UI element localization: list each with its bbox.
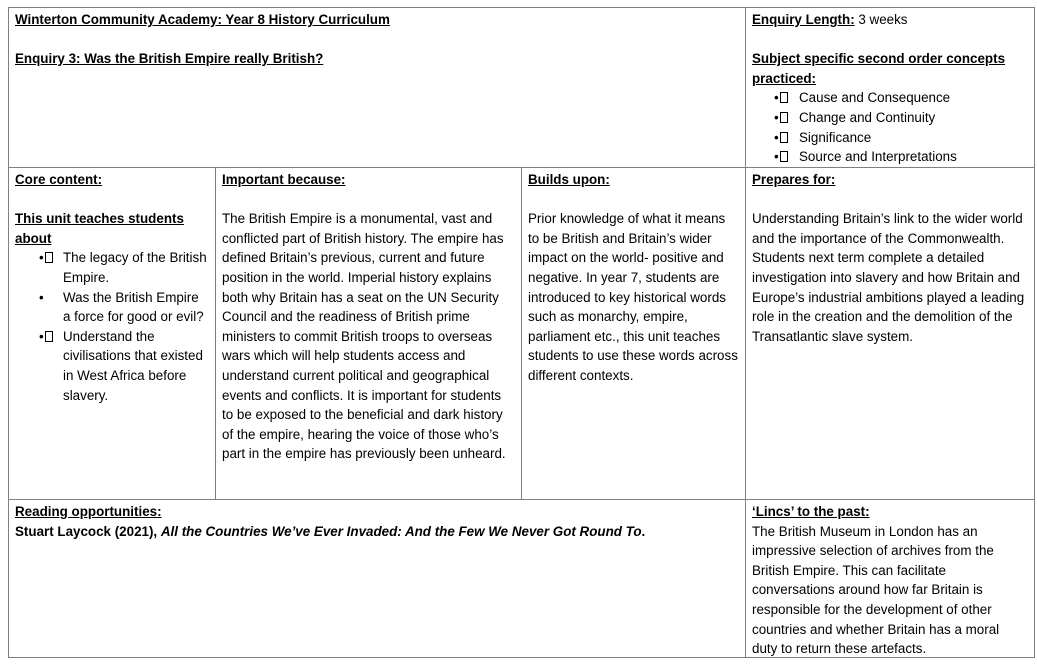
bullet-icon: • — [39, 289, 44, 305]
prepares-cell — [746, 168, 1034, 499]
core-content-subheading: This unit teaches students about — [15, 211, 184, 246]
enquiry-length-label: Enquiry Length: — [752, 12, 855, 27]
list-item: • Was the British Empire a force for good or evil? — [39, 289, 204, 325]
bullet-icon: • — [774, 108, 788, 128]
important-cell — [216, 168, 521, 499]
header-cell — [9, 8, 745, 167]
concepts-heading: Subject specific second order concepts practiced: — [752, 51, 1006, 86]
reading-citation: Stuart Laycock (2021), All the Countries We’ve Ever Invaded: And the Few We Never Got Round To. — [15, 523, 646, 539]
lincs-heading: ‘Lincs’ to the past: — [752, 504, 870, 519]
lincs-text: The British Museum in London has an impressive selection of archives from the British Empire. This can facilitate conversations around how far Britain is responsible for the development of other countries and whether Britain has a moral duty to return these artefacts. — [752, 523, 1000, 657]
border-right — [1034, 7, 1035, 658]
prepares-heading: Prepares for: — [752, 172, 836, 187]
list-item: • The legacy of the British Empire. — [39, 250, 207, 285]
lincs-cell — [746, 500, 1034, 657]
reading-book-title: All the Countries We’ve Ever Invaded: And the Few We Never Got Round To — [160, 523, 642, 539]
reading-author: Stuart Laycock (2021), — [15, 523, 161, 539]
builds-cell — [522, 168, 745, 499]
list-item: • Change and Continuity — [752, 108, 1028, 128]
core-content-cell — [9, 168, 215, 499]
enquiry-info-cell — [746, 8, 1034, 167]
builds-text: Prior knowledge of what it means to be British and Britain’s wider impact on the world- positive and negative. In year 7, students are introduced to key historical words such as monarchy, empire, parliament etc., this unit teaches students to use these words across different contexts. — [528, 211, 738, 383]
list-item: • Significance — [752, 128, 1028, 148]
concepts-list — [752, 88, 1028, 166]
reading-cell — [9, 500, 745, 657]
core-content-heading: Core content: — [15, 172, 103, 187]
list-item: • Understand the civilisations that existed in West Africa before slavery. — [39, 328, 203, 403]
bullet-icon: • — [774, 88, 788, 108]
page-title: Winterton Community Academy: Year 8 History Curriculum — [15, 12, 390, 27]
bullet-icon: • — [39, 248, 53, 268]
bullet-icon: • — [39, 327, 53, 347]
builds-heading: Builds upon: — [528, 172, 610, 187]
enquiry-length-value: 3 weeks — [854, 12, 908, 27]
bullet-icon: • — [774, 128, 788, 148]
list-item: • Source and Interpretations — [752, 147, 1028, 167]
list-item: • Cause and Consequence — [752, 88, 1028, 108]
important-heading: Important because: — [222, 172, 346, 187]
enquiry-title: Enquiry 3: Was the British Empire really British? — [15, 51, 324, 67]
important-text: The British Empire is a monumental, vast and conflicted part of British history. The empire has defined Britain’s previous, current and future position in the world. Imperial history explains both why Britain has a seat on the UN Security Council and the readiness of British prime ministers to commit British troops to overseas wars which will help students access and understand current political and geographical events and conflicts. It is important for students to be exposed to the beneficial and dark history of the empire, hearing the voice of those who’s part in the empire has previously been unheard. — [222, 211, 506, 462]
enquiry-length — [752, 10, 1028, 30]
core-content-list — [15, 248, 209, 405]
prepares-text: Understanding Britain’s link to the wider world and the importance of the Commonwealth. Students next term complete a detailed investigation into slavery and how Britain and Europe’s industrial ambitions played a leading role in the creation and the demolition of the Transatlantic slave system. — [752, 211, 1025, 344]
bullet-icon: • — [774, 147, 788, 167]
reading-heading: Reading opportunities: — [15, 504, 162, 519]
